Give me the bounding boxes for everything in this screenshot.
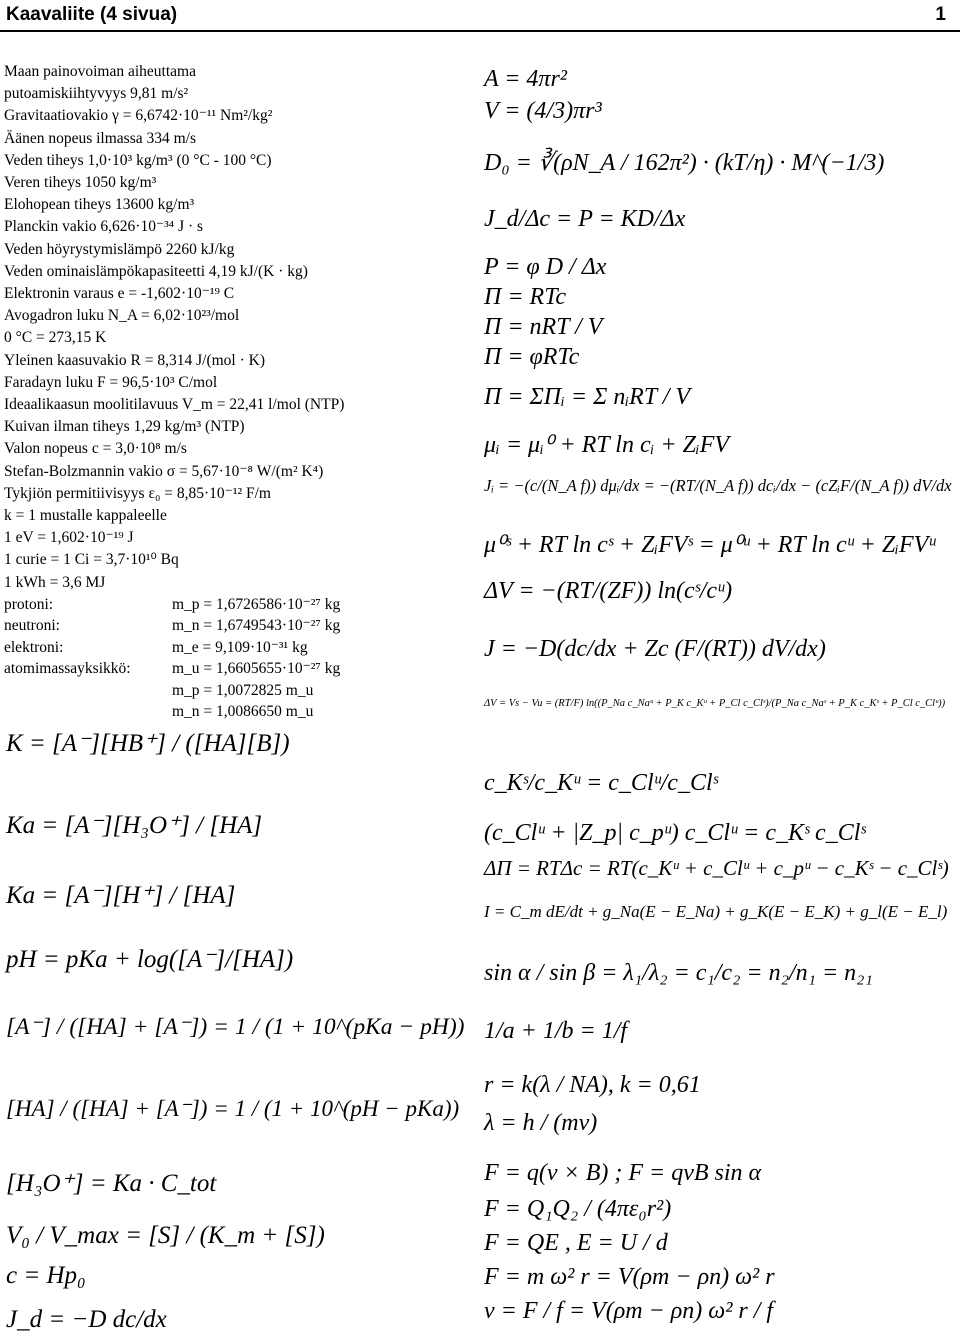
formula-sphere-area: A = 4πr² [484,66,567,92]
constant-line: Maan painovoiman aiheuttama [4,63,196,80]
formula-membrane-current: I = C_m dE/dt + g_Na(E − E_Na) + g_K(E − E_K) + g_l(E − E_l) [484,902,948,921]
formula-osmotic-pressure-rtc: Π = RTc [484,284,566,310]
page-number: 1 [935,4,946,25]
constant-line: Kuivan ilman tiheys 1,29 kg/m³ (NTP) [4,418,245,436]
formula-lorentz-force: F = q(v × B) ; F = qvB sin α [484,1160,762,1186]
constant-line: 0 °C = 273,15 K [4,329,107,347]
particle-name [4,701,172,723]
formula-sphere-volume: V = (4/3)πr³ [484,98,602,124]
formula-osmotic-pressure-nrt: Π = nRT / V [484,314,603,340]
table-row [4,637,340,659]
constant-line: 1 eV = 1,602·10⁻¹⁹ J [4,529,134,547]
constant-line: 1 kWh = 3,6 MJ [4,573,106,591]
particle-mass: m_n = 1,6749543·10⁻²⁷ kg [172,617,341,635]
formula-donnan-ratio: c_Kˢ/c_Kᵘ = c_Clᵘ/c_Clˢ [484,770,718,796]
constant-line: Äänen nopeus ilmassa 334 m/s [4,129,197,147]
constant-line: Veren tiheys 1050 kg/m³ [4,174,157,192]
formula-lens-equation: 1/a + 1/b = 1/f [484,1018,628,1044]
formula-undissociated-fraction: [HA] / ([HA] + [A⁻]) = 1 / (1 + 10^(pH − pKa)) [6,1096,460,1121]
constant-line: Elohopean tiheys 13600 kg/m³ [4,196,195,214]
constant-line: Planckin vakio 6,626·10⁻³⁴ J · s [4,218,204,236]
formula-electric-field: F = QE , E = U / d [484,1230,668,1256]
formula-nernst-planck-flux: Jᵢ = −(c/(N_A f)) dμᵢ/dx = −(RT/(N_A f)) dcᵢ/dx − (cZᵢF/(N_A f)) dV/dx [484,476,952,495]
particle-name: protoni: [4,595,54,613]
table-row [4,615,340,637]
formula-osmotic-pressure-phi: Π = φRTc [484,344,580,370]
formula-potential-equilibrium: μ⁰ˢ + RT ln cˢ + ZᵢFVˢ = μ⁰ᵘ + RT ln cᵘ + ZᵢFVᵘ [484,532,936,558]
particle-name: elektroni: [4,638,64,656]
particle-masses-table [4,594,340,723]
particle-mass: m_n = 1,0086650 m_u [172,703,314,721]
formula-coulomb-law: F = Q₁Q₂ / (4πε₀r²) [484,1196,672,1222]
particle-mass: m_e = 9,109·10⁻³¹ kg [172,638,308,656]
constant-line: Veden ominaislämpökapasiteetti 4,19 kJ/(K · kg) [4,262,308,280]
constant-line: Veden höyrystymislämpö 2260 kJ/kg [4,240,235,258]
table-row [4,594,340,616]
formula-dissociated-fraction: [A⁻] / ([HA] + [A⁻]) = 1 / (1 + 10^(pKa − pH)) [6,1014,465,1040]
formula-equilibrium-constant: K = [A⁻][HB⁺] / ([HA][B]) [6,730,290,757]
formula-permeability: J_d/Δc = P = KD/Δx [484,206,686,232]
particle-mass: m_p = 1,6726586·10⁻²⁷ kg [172,595,341,613]
formula-sedimentation-velocity: v = F / f = V(ρm − ρn) ω² r / f [484,1298,774,1324]
constant-line: Veden tiheys 1,0·10³ kg/m³ (0 °C - 100 °C) [4,151,272,169]
formula-hydronium-concentration: [H₃O⁺] = Ka · C_tot [6,1170,217,1197]
formula-henderson-hasselbalch: pH = pKa + log([A⁻]/[HA]) [6,946,294,973]
formula-donnan-equilibrium: (c_Clᵘ + |Z_p| c_pᵘ) c_Clᵘ = c_Kˢ c_Clˢ [484,820,866,846]
formula-de-broglie: λ = h / (mv) [484,1110,598,1136]
formula-electrodiffusion-flux: J = −D(dc/dx + Zc (F/(RT)) dV/dx) [484,636,826,662]
formula-nernst-equation: ΔV = −(RT/(ZF)) ln(cˢ/cᵘ) [484,578,733,604]
constant-line: k = 1 mustalle kappaleelle [4,507,167,525]
constant-line: Stefan-Bolzmannin vakio σ = 5,67·10⁻⁸ W/(m² K⁴) [4,462,324,480]
constant-line: putoamiskiihtyvyys 9,81 m/s² [4,85,189,103]
particle-name: atomimassayksikkö: [4,660,131,678]
page-header [0,0,960,32]
formula-acid-constant-h3o: Ka = [A⁻][H₃O⁺] / [HA] [6,812,263,839]
particle-mass: m_p = 1,0072825 m_u [172,681,314,699]
constant-line: Yleinen kaasuvakio R = 8,314 J/(mol · K) [4,351,266,369]
formula-centrifugal-force: F = m ω² r = V(ρm − ρn) ω² r [484,1264,775,1290]
formula-electrochemical-potential: μᵢ = μᵢ⁰ + RT ln cᵢ + ZᵢFV [484,432,730,458]
constant-line: Avogadron luku N_A = 6,02·10²³/mol [4,307,240,325]
formula-goldman-equation: ΔV = Vs − Vu = (RT/F) ln((P_Na c_Naᵘ + P_K c_Kᵘ + P_Cl c_Clˢ)/(P_Na c_Naˢ + P_K c_Kˢ + P_Cl c_Clᵘ)) [484,698,946,709]
constant-line: 1 curie = 1 Ci = 3,7·10¹⁰ Bq [4,551,179,569]
constant-line: Faradayn luku F = 96,5·10³ C/mol [4,373,218,391]
table-row [4,658,340,680]
constants-list [4,61,464,723]
formula-osmotic-pressure-sum: Π = ΣΠᵢ = Σ nᵢRT / V [484,384,691,410]
formula-michaelis-menten: V₀ / V_max = [S] / (K_m + [S]) [6,1222,325,1249]
formula-snell-law: sin α / sin β = λ₁/λ₂ = c₁/c₂ = n₂/n₁ = n₂₁ [484,960,873,986]
formula-acid-constant-h: Ka = [A⁻][H⁺] / [HA] [6,882,236,909]
formula-diffusion-coefficient: D₀ = ∛(ρN_A / 162π²) · (kT/η) · M^(−1/3) [484,150,885,176]
table-row [4,680,340,702]
table-row [4,701,340,723]
formula-donnan-osmotic-pressure: ΔΠ = RTΔc = RT(c_Kᵘ + c_Clᵘ + c_pᵘ − c_Kˢ − c_Clˢ) [484,856,949,880]
constant-line: Valon nopeus c = 3,0·10⁸ m/s [4,440,187,458]
particle-name: neutroni: [4,617,60,635]
constant-line: Elektronin varaus e = -1,602·10⁻¹⁹ C [4,285,235,303]
constant-line: Ideaalikaasun moolitilavuus V_m = 22,41 l/mol (NTP) [4,396,345,414]
page-title: Kaavaliite (4 sivua) [6,4,178,25]
formula-fick-law: J_d = −D dc/dx [6,1306,167,1333]
constant-line: Tykjiön permitiivisyys ε₀ = 8,85·10⁻¹² F/m [4,484,271,502]
particle-name [4,680,172,702]
formula-permeability-porosity: P = φ D / Δx [484,254,607,280]
constant-line: Gravitaatiovakio γ = 6,6742·10⁻¹¹ Nm²/kg² [4,107,273,125]
particle-mass: m_u = 1,6605655·10⁻²⁷ kg [172,660,341,678]
formula-henry-law: c = Hp₀ [6,1262,86,1289]
formula-resolution: r = k(λ / NA), k = 0,61 [484,1072,701,1098]
